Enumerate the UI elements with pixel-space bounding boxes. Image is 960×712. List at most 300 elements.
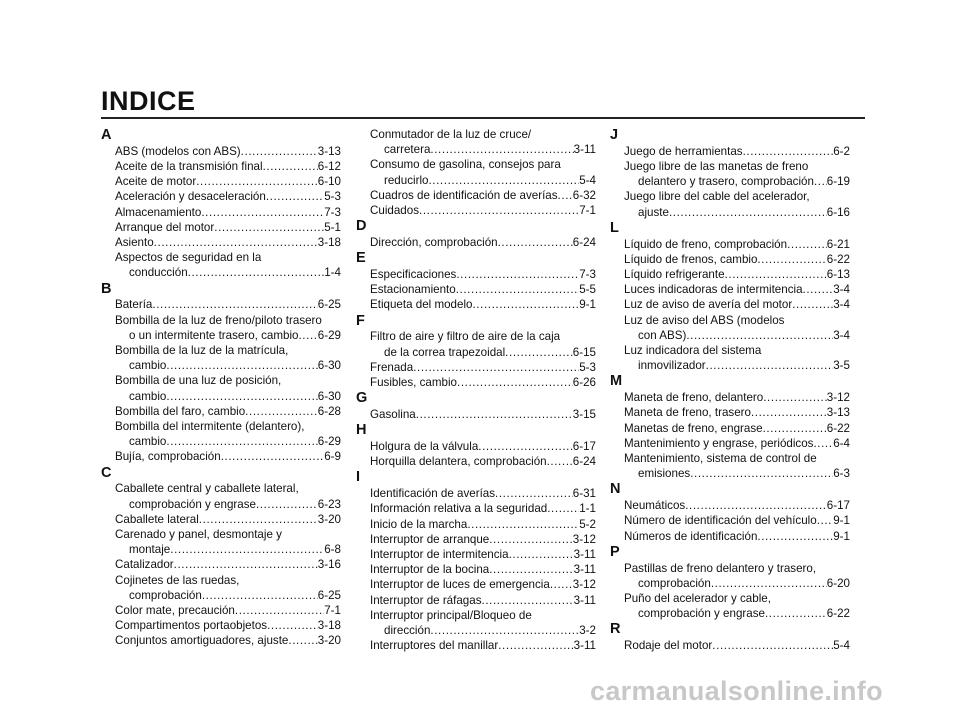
dot-leader — [685, 498, 827, 513]
index-entry — [101, 512, 341, 527]
page-reference: 6-13 — [826, 268, 850, 282]
index-section — [356, 218, 596, 250]
entry-leader-line — [115, 297, 341, 312]
index-entry — [610, 237, 850, 252]
dot-leader — [505, 345, 573, 360]
page-reference: 6-22 — [826, 607, 850, 621]
entry-leader-line — [624, 638, 850, 653]
dot-leader — [245, 404, 318, 419]
dot-leader — [214, 220, 324, 235]
entry-label: comprobación y engrase — [129, 497, 256, 511]
dot-leader — [267, 618, 318, 633]
dot-leader — [288, 633, 317, 648]
dot-leader — [803, 282, 834, 297]
page-reference: 6-16 — [826, 205, 850, 219]
index-entry — [610, 591, 850, 621]
entry-leader-line — [115, 144, 341, 159]
index-entry — [610, 405, 850, 420]
index-entry — [610, 144, 850, 159]
entry-text-line: Luz de aviso del ABS (modelos — [624, 313, 785, 327]
entry-label: Especificaciones — [370, 268, 457, 282]
page-reference: 3-12 — [572, 578, 596, 592]
index-section — [610, 220, 850, 374]
page-reference: 7-3 — [579, 268, 596, 282]
dot-leader — [241, 144, 318, 159]
entry-leader-line — [624, 466, 850, 481]
index-section — [356, 469, 596, 653]
dot-leader — [787, 237, 827, 252]
index-section — [610, 373, 850, 481]
entry-leader-line — [115, 542, 341, 557]
entry-leader-line — [115, 434, 341, 449]
page-title: INDICE — [101, 86, 196, 116]
dot-leader — [199, 512, 318, 527]
index-entry — [610, 436, 850, 451]
dot-leader — [489, 532, 573, 547]
entry-leader-line — [624, 267, 850, 282]
entry-label: Maneta de freno, delantero — [624, 391, 764, 405]
entry-leader-line — [370, 267, 596, 282]
entry-label: Asiento — [115, 236, 154, 250]
entry-leader-line — [115, 189, 341, 204]
index-section — [101, 127, 341, 281]
dot-leader — [428, 173, 579, 188]
index-entry — [356, 486, 596, 501]
page-reference: 5-3 — [579, 360, 596, 374]
entry-text-line: Mantenimiento, sistema de control de — [624, 452, 817, 466]
page-reference: 6-2 — [833, 144, 850, 158]
index-section — [356, 390, 596, 422]
entry-text-line: Filtro de aire y filtro de aire de la caja — [370, 330, 561, 344]
page-reference: 6-31 — [572, 487, 596, 501]
page-reference: 6-29 — [317, 328, 341, 342]
page-reference: 6-24 — [572, 236, 596, 250]
dot-leader — [763, 421, 827, 436]
dot-leader — [547, 501, 579, 516]
entry-label: Líquido de freno, comprobación — [624, 237, 788, 251]
section-letter: M — [610, 373, 623, 390]
entry-label: Rodaje del motor — [624, 639, 713, 653]
entry-leader-line — [624, 144, 850, 159]
index-entry — [610, 451, 850, 481]
page-reference: 6-25 — [317, 588, 341, 602]
entry-label: con ABS) — [638, 328, 687, 342]
dot-leader — [706, 358, 834, 373]
dot-leader — [817, 513, 834, 528]
page-reference: 6-30 — [317, 359, 341, 373]
section-letter: L — [610, 219, 619, 236]
index-entry — [101, 220, 341, 235]
page-reference: 6-3 — [833, 467, 850, 481]
page-reference: 3-18 — [317, 619, 341, 633]
dot-leader — [201, 205, 324, 220]
entry-label: Aceite de motor — [115, 175, 197, 189]
dot-leader — [725, 267, 827, 282]
index-entry — [356, 439, 596, 454]
page-reference: 5-1 — [324, 220, 341, 234]
index-section — [610, 127, 850, 220]
dot-leader — [413, 360, 579, 375]
entry-label: Compartimentos portaobjetos — [115, 619, 268, 633]
page-reference: 1-4 — [324, 266, 341, 280]
entry-leader-line — [115, 265, 341, 280]
dot-leader — [430, 623, 579, 638]
dot-leader — [457, 375, 573, 390]
dot-leader — [456, 282, 580, 297]
entry-label: Color mate, precaución — [115, 604, 235, 618]
page-reference: 6-25 — [317, 298, 341, 312]
entry-leader-line — [115, 449, 341, 464]
entry-label: Bombilla del faro, cambio — [115, 404, 246, 418]
entry-label: Identificación de averías — [370, 487, 496, 501]
entry-text-line: Bombilla de una luz de posición, — [115, 374, 282, 388]
entry-leader-line — [624, 513, 850, 528]
index-entry — [356, 157, 596, 187]
entry-label: ABS (modelos con ABS) — [115, 144, 241, 158]
entry-leader-line — [370, 407, 596, 422]
page-reference: 6-24 — [572, 455, 596, 469]
dot-leader — [751, 405, 827, 420]
section-letter: J — [610, 127, 619, 143]
index-entry — [101, 557, 341, 572]
page-reference: 7-1 — [324, 604, 341, 618]
index-entry — [101, 313, 341, 343]
dot-leader — [416, 407, 573, 422]
index-entry — [101, 449, 341, 464]
index-entry — [356, 188, 596, 203]
entry-leader-line — [115, 328, 341, 343]
entry-label: de la correa trapezoidal — [384, 345, 506, 359]
entry-leader-line — [370, 593, 596, 608]
dot-leader — [430, 142, 573, 157]
entry-label: comprobación y engrase — [638, 607, 765, 621]
entry-leader-line — [624, 606, 850, 621]
entry-leader-line — [624, 174, 850, 189]
dot-leader — [498, 638, 573, 653]
entry-label: comprobación — [129, 588, 202, 602]
entry-leader-line — [115, 633, 341, 648]
page-reference: 3-5 — [833, 359, 850, 373]
index-section — [356, 422, 596, 469]
entry-label: cambio — [129, 359, 167, 373]
page-reference: 7-3 — [324, 205, 341, 219]
index-entry — [610, 267, 850, 282]
entry-label: Interruptor de intermitencia — [370, 548, 509, 562]
index-entry — [101, 297, 341, 312]
dot-leader — [202, 588, 318, 603]
entry-text-line: Interruptor principal/Bloqueo de — [370, 608, 532, 622]
entry-text-line: Bombilla del intermitente (delantero), — [115, 420, 305, 434]
entry-leader-line — [115, 159, 341, 174]
entry-label: emisiones — [638, 467, 691, 481]
dot-leader — [813, 436, 833, 451]
index-entry — [356, 517, 596, 532]
dot-leader — [669, 205, 827, 220]
section-letter: I — [356, 469, 361, 486]
page-reference: 6-32 — [572, 188, 596, 202]
entry-text-line: Bombilla de la luz de la matrícula, — [115, 344, 289, 358]
entry-label: conducción — [129, 266, 188, 280]
page-reference: 6-17 — [572, 440, 596, 454]
entry-label: Interruptor de la bocina — [370, 563, 490, 577]
index-entry — [101, 235, 341, 250]
entry-label: Información relativa a la seguridad — [370, 502, 548, 516]
entry-leader-line — [370, 235, 596, 250]
index-entry — [610, 529, 850, 544]
entry-leader-line — [624, 328, 850, 343]
page-reference: 9-1 — [579, 298, 596, 312]
entry-label: Inicio de la marcha — [370, 517, 468, 531]
index-entry — [610, 313, 850, 343]
dot-leader — [792, 297, 833, 312]
entry-leader-line — [370, 486, 596, 501]
entry-label: cambio — [129, 435, 167, 449]
dot-leader — [509, 547, 574, 562]
page-reference: 3-13 — [826, 406, 850, 420]
entry-label: cambio — [129, 389, 167, 403]
index-entry — [610, 638, 850, 653]
section-letter: A — [101, 127, 112, 143]
index-entry — [101, 189, 341, 204]
page-reference: 3-4 — [833, 283, 850, 297]
entry-leader-line — [624, 421, 850, 436]
entry-label: Horquilla delantera, comprobación — [370, 455, 547, 469]
page-reference: 3-15 — [572, 408, 596, 422]
page-reference: 3-16 — [317, 558, 341, 572]
dot-leader — [166, 358, 317, 373]
entry-leader-line — [624, 405, 850, 420]
entry-leader-line — [370, 282, 596, 297]
index-entry — [101, 419, 341, 449]
page-reference: 6-15 — [572, 345, 596, 359]
entry-leader-line — [624, 358, 850, 373]
index-entry — [356, 501, 596, 516]
index-entry — [356, 127, 596, 157]
dot-leader — [478, 439, 573, 454]
entry-label: Cuidados — [370, 204, 419, 218]
entry-label: Interruptor de ráfagas — [370, 593, 482, 607]
dot-leader — [188, 265, 325, 280]
entry-leader-line — [370, 375, 596, 390]
page-reference: 9-1 — [833, 529, 850, 543]
index-entry — [610, 252, 850, 267]
entry-label: Líquido de frenos, cambio — [624, 252, 758, 266]
index-section — [610, 544, 850, 622]
page-reference: 1-1 — [579, 502, 596, 516]
entry-leader-line — [624, 297, 850, 312]
index-section — [356, 313, 596, 391]
entry-leader-line — [624, 436, 850, 451]
entry-leader-line — [624, 390, 850, 405]
entry-leader-line — [115, 174, 341, 189]
page-reference: 6-12 — [317, 160, 341, 173]
entry-label: Gasolina — [370, 408, 416, 422]
dot-leader — [711, 576, 827, 591]
dot-leader — [690, 466, 833, 481]
dot-leader — [419, 203, 579, 218]
page-reference: 6-22 — [826, 421, 850, 435]
entry-label: reducirlo — [384, 173, 429, 187]
page-reference: 3-4 — [833, 298, 850, 312]
dot-leader — [170, 542, 324, 557]
dot-leader — [221, 449, 325, 464]
dot-leader — [166, 389, 317, 404]
entry-label: Interruptor de arranque — [370, 532, 490, 546]
title-rule — [101, 117, 865, 119]
index-entry — [356, 608, 596, 638]
entry-text-line: Bombilla de la luz de freno/piloto trasero — [115, 313, 322, 327]
entry-leader-line — [370, 623, 596, 638]
index-entry — [101, 174, 341, 189]
entry-label: Frenada — [370, 360, 414, 374]
section-letter: N — [610, 481, 621, 498]
page-reference: 5-4 — [579, 173, 596, 187]
entry-label: montaje — [129, 543, 171, 557]
entry-label: Estacionamiento — [370, 283, 456, 297]
page-reference: 3-4 — [833, 328, 850, 342]
entry-label: Interruptores del manillar — [370, 639, 499, 653]
index-entry — [101, 205, 341, 220]
entry-label: delantero y trasero, comprobación — [638, 175, 814, 189]
dot-leader — [547, 454, 573, 469]
dot-leader — [154, 235, 318, 250]
index-entry — [610, 513, 850, 528]
page-reference: 6-9 — [324, 450, 341, 464]
section-letter: G — [356, 390, 368, 407]
section-letter: B — [101, 280, 112, 297]
page-reference: 6-23 — [317, 497, 341, 511]
dot-leader — [263, 159, 318, 174]
index-entry — [356, 407, 596, 422]
entry-leader-line — [370, 360, 596, 375]
entry-label: Juego de herramientas — [624, 144, 743, 158]
page-reference: 6-17 — [826, 499, 850, 513]
index-entry — [356, 577, 596, 592]
page-reference: 6-8 — [324, 543, 341, 557]
dot-leader — [235, 603, 324, 618]
entry-text-line: Cojinetes de las ruedas, — [115, 573, 240, 587]
entry-label: Bujía, comprobación — [115, 450, 221, 464]
entry-leader-line — [370, 203, 596, 218]
index-entry — [610, 189, 850, 219]
entry-text-line: Consumo de gasolina, consejos para — [370, 158, 561, 172]
page-reference: 6-19 — [826, 175, 850, 189]
page-reference: 6-10 — [317, 175, 341, 189]
entry-label: Número de identificación del vehículo — [624, 514, 817, 528]
dot-leader — [196, 174, 318, 189]
page-reference: 3-11 — [573, 143, 596, 157]
index-entry — [356, 297, 596, 312]
entry-label: Aceite de la transmisión final — [115, 160, 263, 173]
index-section — [610, 481, 850, 543]
page-reference: 9-1 — [833, 514, 850, 528]
dot-leader — [495, 486, 573, 501]
dot-leader — [550, 577, 573, 592]
index-entry — [101, 250, 341, 280]
dot-leader — [763, 390, 827, 405]
entry-leader-line — [370, 638, 596, 653]
page-reference: 3-20 — [317, 634, 341, 648]
page-reference: 6-22 — [826, 252, 850, 266]
entry-leader-line — [370, 188, 596, 203]
index-entry — [610, 297, 850, 312]
entry-leader-line — [115, 358, 341, 373]
entry-label: Interruptor de luces de emergencia — [370, 578, 550, 592]
entry-leader-line — [370, 345, 596, 360]
entry-leader-line — [624, 498, 850, 513]
index-column-3 — [610, 127, 850, 653]
section-letter: R — [610, 621, 621, 638]
dot-leader — [558, 188, 573, 203]
index-entry — [101, 573, 341, 603]
entry-leader-line — [115, 404, 341, 419]
index-section — [101, 465, 341, 649]
entry-text-line: Puño del acelerador y cable, — [624, 592, 771, 606]
page-reference: 5-3 — [324, 190, 341, 204]
page-reference: 3-13 — [317, 144, 341, 158]
dot-leader — [266, 189, 324, 204]
entry-label: comprobación — [638, 576, 711, 590]
page-reference: 3-11 — [573, 593, 596, 607]
dot-leader — [757, 529, 833, 544]
entry-leader-line — [370, 562, 596, 577]
entry-leader-line — [624, 205, 850, 220]
entry-text-line: Conmutador de la luz de cruce/ — [370, 128, 532, 141]
entry-label: carretera — [384, 143, 431, 157]
index-entry — [610, 343, 850, 373]
entry-leader-line — [115, 389, 341, 404]
index-entry — [356, 329, 596, 359]
index-entry — [101, 144, 341, 159]
dot-leader — [757, 252, 826, 267]
index-entry — [610, 390, 850, 405]
entry-label: Números de identificación — [624, 529, 758, 543]
index-entry — [101, 633, 341, 648]
entry-label: Manetas de freno, engrase — [624, 421, 763, 435]
entry-label: Luz de aviso de avería del motor — [624, 298, 793, 312]
entry-label: Luces indicadoras de intermitencia — [624, 283, 803, 297]
dot-leader — [256, 497, 318, 512]
entry-leader-line — [370, 547, 596, 562]
index-entry — [101, 373, 341, 403]
page-reference: 5-4 — [833, 639, 850, 653]
dot-leader — [152, 297, 317, 312]
section-letter: C — [101, 464, 112, 481]
index-entry — [356, 532, 596, 547]
index-entry — [610, 159, 850, 189]
section-letter: E — [356, 250, 366, 267]
index-entry — [356, 638, 596, 653]
entry-text-line: Carenado y panel, desmontaje y — [115, 528, 282, 542]
page-reference: 7-1 — [579, 204, 596, 218]
entry-leader-line — [370, 439, 596, 454]
section-letter: P — [610, 543, 620, 560]
index-entry — [101, 603, 341, 618]
entry-text-line: Luz indicadora del sistema — [624, 344, 762, 358]
dot-leader — [174, 557, 318, 572]
page-reference: 5-2 — [579, 517, 596, 531]
page-reference: 3-11 — [573, 563, 596, 577]
entry-leader-line — [370, 501, 596, 516]
entry-label: Fusibles, cambio — [370, 376, 457, 390]
entry-leader-line — [115, 220, 341, 235]
section-letter: D — [356, 218, 367, 235]
entry-leader-line — [115, 603, 341, 618]
entry-label: ajuste — [638, 205, 669, 219]
page-reference: 6-4 — [833, 436, 850, 450]
entry-leader-line — [115, 588, 341, 603]
entry-label: o un intermitente trasero, cambio — [129, 328, 299, 342]
